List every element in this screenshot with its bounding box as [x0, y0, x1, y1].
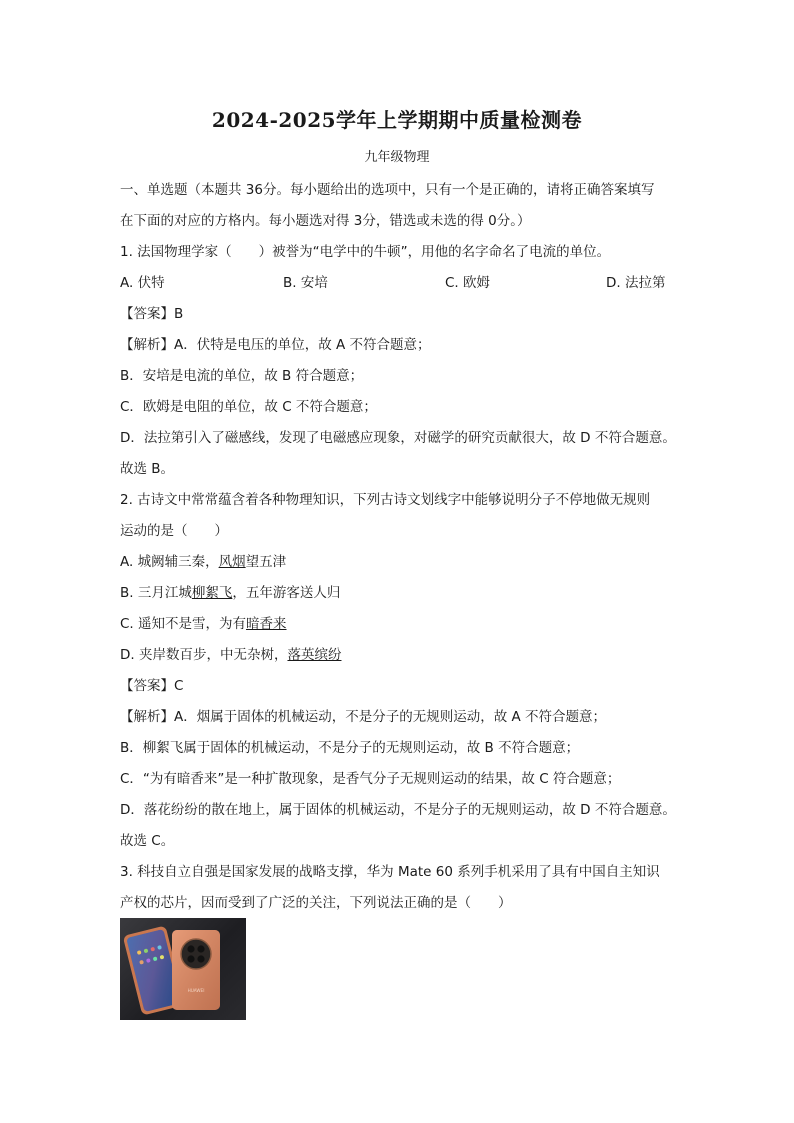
- q2-analysis-line-3: C．“为有暗香来”是一种扩散现象，是香气分子无规则运动的结果，故 C 符合题意；: [120, 771, 621, 787]
- q1-analysis-line-1: 【解析】A．伏特是电压的单位，故 A 不符合题意；: [120, 337, 431, 353]
- q3-stem-line-2: 产权的芯片，因而受到了广泛的关注，下列说法正确的是（ ）: [120, 895, 512, 911]
- q2-option-c: [120, 615, 680, 633]
- q2-stem-line-1: 2. 古诗文中常常蕴含着各种物理知识，下列古诗文划线字中能够说明分子不停地做无规则: [120, 492, 651, 508]
- q2-option-a: [120, 553, 680, 571]
- q2-option-b-post: ，五年游客送人归: [232, 585, 341, 601]
- q2-option-c-pre: C. 遥知不是雪，为有: [120, 616, 247, 632]
- q2-option-a-pre: A. 城阙辅三秦，: [120, 554, 219, 570]
- q2-option-d-pre: D. 夹岸数百步，中无杂树，: [120, 647, 288, 663]
- q2-option-b: [120, 584, 680, 602]
- q1-option-b: B. 安培: [283, 275, 328, 291]
- q2-answer: 【答案】C: [120, 678, 184, 694]
- q1-stem: 1. 法国物理学家（ ）被誉为“电学中的牛顿”，用他的名字命名了电流的单位。: [120, 244, 611, 260]
- q2-analysis-line-1: 【解析】A．烟属于固体的机械运动，不是分子的无规则运动，故 A 不符合题意；: [120, 709, 607, 725]
- phone-back: [172, 930, 220, 1010]
- section-heading-line-1: 一、单选题（本题共 36分。每小题给出的选项中，只有一个是正确的，请将正确答案填写: [120, 182, 655, 198]
- q1-option-c: C. 欧姆: [445, 275, 491, 291]
- q1-analysis-line-4: D．法拉第引入了磁感线，发现了电磁感应现象，对磁学的研究贡献很大，故 D 不符合题意。: [120, 430, 676, 446]
- q1-option-d: D. 法拉第: [606, 275, 666, 291]
- exam-subtitle: 九年级物理: [364, 150, 430, 165]
- q2-stem-line-2: 运动的是（ ）: [120, 523, 228, 539]
- q2-option-b-pre: B. 三月江城: [120, 585, 192, 601]
- q2-option-c-underlined: 暗香来: [246, 616, 287, 632]
- phone-illustration: [120, 918, 246, 1020]
- section-heading-line-2: 在下面的对应的方格内。每小题选对得 3分，错选或未选的得 0分。）: [120, 213, 531, 229]
- phone-photo: [120, 918, 246, 1020]
- q2-analysis-line-2: B．柳絮飞属于固体的机械运动，不是分子的无规则运动，故 B 不符合题意；: [120, 740, 580, 756]
- q2-option-b-underlined: 柳絮飞: [191, 585, 233, 601]
- q1-option-a: A. 伏特: [120, 275, 165, 291]
- q1-analysis-line-3: C．欧姆是电阻的单位，故 C 不符合题意；: [120, 399, 377, 415]
- q2-option-a-underlined: 风烟: [218, 554, 246, 570]
- q1-analysis-line-5: 故选 B。: [120, 461, 175, 477]
- q2-option-d: [120, 646, 680, 664]
- q2-analysis-line-4: D．落花纷纷的散在地上，属于固体的机械运动，不是分子的无规则运动，故 D 不符合题意。: [120, 802, 676, 818]
- q2-analysis-line-5: 故选 C。: [120, 833, 175, 849]
- phone-brand-mark: HUAWEI: [187, 988, 205, 993]
- exam-title: 2024-2025学年上学期期中质量检测卷: [211, 108, 583, 132]
- q1-analysis-line-2: B．安培是电流的单位，故 B 符合题意；: [120, 368, 364, 384]
- q2-option-d-underlined: 落英缤纷: [287, 647, 342, 663]
- q2-option-a-post: 望五津: [245, 554, 287, 570]
- q1-answer: 【答案】B: [120, 306, 184, 322]
- q3-stem-line-1: 3. 科技自立自强是国家发展的战略支撑，华为 Mate 60 系列手机采用了具有中国自主知识: [120, 864, 660, 880]
